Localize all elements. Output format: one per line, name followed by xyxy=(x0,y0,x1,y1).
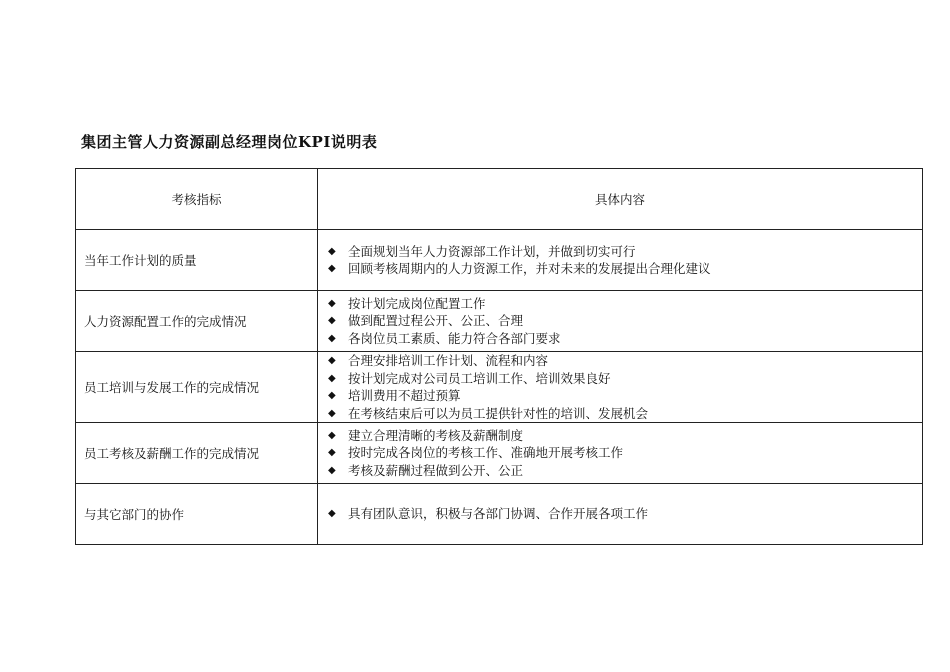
diamond-bullet-icon: ◆ xyxy=(328,297,336,309)
kpi-table xyxy=(75,168,923,545)
metric-cell: 员工考核及薪酬工作的完成情况 xyxy=(76,423,318,484)
header-content: 具体内容 xyxy=(318,169,923,230)
list-item-text: 合理安排培训工作计划、流程和内容 xyxy=(348,353,549,368)
list-item-text: 做到配置过程公开、公正、合理 xyxy=(348,313,524,329)
bullet-list xyxy=(326,352,922,422)
diamond-bullet-icon: ◆ xyxy=(328,508,336,520)
bullet-list xyxy=(326,243,922,278)
list-item-text: 具有团队意识，积极与各部门协调、合作开展各项工作 xyxy=(348,506,649,522)
list-item-text: 培训费用不超过预算 xyxy=(348,388,461,403)
table-header-row xyxy=(76,169,923,230)
content-cell xyxy=(318,423,923,484)
diamond-bullet-icon: ◆ xyxy=(328,245,336,257)
diamond-bullet-icon: ◆ xyxy=(328,355,336,366)
list-item-text: 按计划完成对公司员工培训工作、培训效果良好 xyxy=(348,370,611,386)
list-item-text: 按计划完成岗位配置工作 xyxy=(348,295,486,311)
list-item xyxy=(326,330,922,348)
list-item xyxy=(326,295,922,313)
list-item xyxy=(326,387,922,405)
metric-cell: 人力资源配置工作的完成情况 xyxy=(76,291,318,352)
list-item xyxy=(326,427,922,445)
diamond-bullet-icon: ◆ xyxy=(328,315,336,327)
list-item xyxy=(326,243,922,261)
metric-cell: 员工培训与发展工作的完成情况 xyxy=(76,352,318,423)
diamond-bullet-icon: ◆ xyxy=(328,372,336,384)
content-cell xyxy=(318,484,923,545)
list-item xyxy=(326,505,922,523)
diamond-bullet-icon: ◆ xyxy=(328,447,336,459)
list-item-text: 建立合理清晰的考核及薪酬制度 xyxy=(348,427,524,443)
diamond-bullet-icon: ◆ xyxy=(328,263,336,274)
table-row xyxy=(76,291,923,352)
diamond-bullet-icon: ◆ xyxy=(328,407,336,419)
list-item xyxy=(326,260,922,278)
content-cell xyxy=(318,230,923,291)
list-item xyxy=(326,352,922,370)
document-title: 集团主管人力资源副总经理岗位KPI说明表 xyxy=(81,133,378,151)
content-cell xyxy=(318,291,923,352)
list-item-text: 在考核结束后可以为员工提供针对性的培训、发展机会 xyxy=(348,405,649,421)
list-item-text: 考核及薪酬过程做到公开、公正 xyxy=(348,462,524,478)
diamond-bullet-icon: ◆ xyxy=(328,464,336,476)
list-item xyxy=(326,370,922,388)
list-item xyxy=(326,462,922,480)
table-row xyxy=(76,484,923,545)
table-row xyxy=(76,352,923,423)
list-item-text: 按时完成各岗位的考核工作、准确地开展考核工作 xyxy=(348,445,624,461)
diamond-bullet-icon: ◆ xyxy=(328,390,336,401)
bullet-list xyxy=(326,505,922,523)
list-item xyxy=(326,312,922,330)
list-item-text: 各岗位员工素质、能力符合各部门要求 xyxy=(348,330,561,346)
list-item xyxy=(326,405,922,423)
table-row xyxy=(76,230,923,291)
list-item xyxy=(326,444,922,462)
header-metric: 考核指标 xyxy=(76,169,318,230)
list-item-text: 全面规划当年人力资源部工作计划，并做到切实可行 xyxy=(348,243,636,259)
bullet-list xyxy=(326,295,922,348)
bullet-list xyxy=(326,427,922,480)
content-cell xyxy=(318,352,923,423)
metric-cell: 与其它部门的协作 xyxy=(76,484,318,545)
metric-cell: 当年工作计划的质量 xyxy=(76,230,318,291)
list-item-text: 回顾考核周期内的人力资源工作，并对未来的发展提出合理化建议 xyxy=(348,261,711,276)
table-row xyxy=(76,423,923,484)
diamond-bullet-icon: ◆ xyxy=(328,332,336,344)
diamond-bullet-icon: ◆ xyxy=(328,429,336,441)
